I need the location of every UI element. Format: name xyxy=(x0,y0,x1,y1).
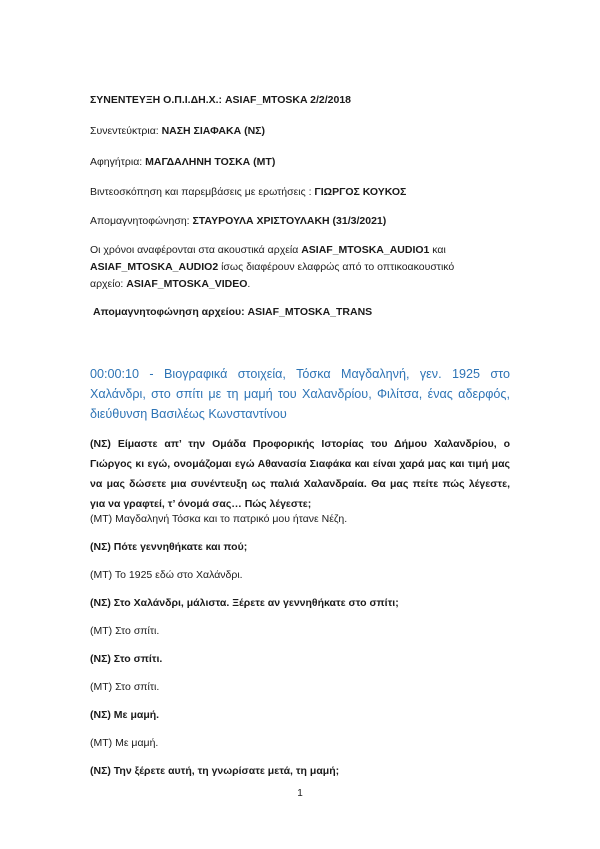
video-filename: ASIAF_MTOSKA_VIDEO xyxy=(126,278,248,290)
narrator-label: Αφηγήτρια: xyxy=(90,156,146,168)
document-title: ΣΥΝΕΝΤΕΥΞΗ Ο.Π.Ι.ΔΗ.Χ.: ASIAF_MTOSKA 2/2/2018 xyxy=(90,94,351,106)
dialogue-line: (ΜΤ) Στο σπίτι. xyxy=(90,681,160,693)
dialogue-line: (ΝΣ) Στο σπίτι. xyxy=(90,653,163,665)
note-text: αρχείο: xyxy=(90,278,127,290)
dialogue-line: (ΝΣ) Με μαμή. xyxy=(90,709,160,721)
dialogue-line: (ΜΤ) Μαγδαληνή Τόσκα και το πατρικό μου ήτανε Νέζη. xyxy=(90,513,348,525)
interviewer-name: ΝΑΣΗ ΣΙΑΦΑΚΑ (ΝΣ) xyxy=(161,125,265,137)
narrator-name: ΜΑΓΔΑΛΗΝΗ ΤΟΣΚΑ (ΜΤ) xyxy=(145,156,276,168)
dialogue-line: (ΜΤ) Το 1925 εδώ στο Χαλάνδρι. xyxy=(90,569,243,581)
note-text: και xyxy=(429,244,446,256)
note-line-3 xyxy=(90,277,250,291)
dialogue-line: (ΝΣ) Στο Χαλάνδρι, μάλιστα. Ξέρετε αν γεννηθήκατε στο σπίτι; xyxy=(90,597,399,609)
transcript-filename: Απομαγνητοφώνηση αρχείου: ASIAF_MTOSKA_TRANS xyxy=(93,306,373,318)
page-number: 1 xyxy=(297,788,303,799)
narrator-line xyxy=(90,155,275,169)
audio2-filename: ASIAF_MTOSKA_AUDIO2 xyxy=(90,261,219,273)
dialogue-line: (ΝΣ) Είμαστε απ’ την Ομάδα Προφορικής Ιστορίας του Δήμου Χαλανδρίου, ο Γιώργος κι εγώ, ονομάζομαι εγώ Αθανασία Σιαφάκα και είναι χαρά μας και τιμή μας να μας δώσετε μια συνέντευξη ως παλιά Χαλανδραία. Θα μας πείτε πώς λέγεστε, για να γραφτεί, τ’ όνομά σας… Πώς λέγεστε; xyxy=(90,438,510,510)
dialogue-line: (ΜΤ) Στο σπίτι. xyxy=(90,625,160,637)
section-heading: 00:00:10 - Βιογραφικά στοιχεία, Τόσκα Μαγδαληνή, γεν. 1925 στο Χαλάνδρι, στο σπίτι με τη μαμή του Χαλανδρίου, Φιλίτσα, ένας αδερφός, διεύθυνση Βασιλέως Κωνσταντίνου xyxy=(90,367,510,421)
note-text: . xyxy=(247,278,251,290)
note-line-2 xyxy=(90,260,454,274)
video-line xyxy=(90,185,406,199)
dialogue-line: (ΜΤ) Με μαμή. xyxy=(90,737,159,749)
note-text: ίσως διαφέρουν ελαφρώς από το οπτικοακουστικό xyxy=(218,261,455,273)
dialogue-line: (ΝΣ) Πότε γεννηθήκατε και πού; xyxy=(90,541,248,553)
transcriber-label: Απομαγνητοφώνηση: xyxy=(90,215,193,227)
video-name: ΓΙΩΡΓΟΣ ΚΟΥΚΟΣ xyxy=(314,186,407,198)
interviewer-label: Συνεντεύκτρια: xyxy=(90,125,162,137)
dialogue-line: (ΝΣ) Την ξέρετε αυτή, τη γνωρίσατε μετά, τη μαμή; xyxy=(90,765,340,777)
transcriber-line xyxy=(90,214,386,228)
note-text: Οι χρόνοι αναφέρονται στα ακουστικά αρχεία xyxy=(90,244,302,256)
video-label: Βιντεοσκόπηση και παρεμβάσεις με ερωτήσεις : xyxy=(90,186,315,198)
interviewer-line xyxy=(90,124,265,138)
note-line-1 xyxy=(90,243,446,257)
transcriber-name: ΣΤΑΥΡΟΥΛΑ ΧΡΙΣΤΟΥΛΑΚΗ (31/3/2021) xyxy=(192,215,387,227)
audio1-filename: ASIAF_MTOSKA_AUDIO1 xyxy=(301,244,430,256)
